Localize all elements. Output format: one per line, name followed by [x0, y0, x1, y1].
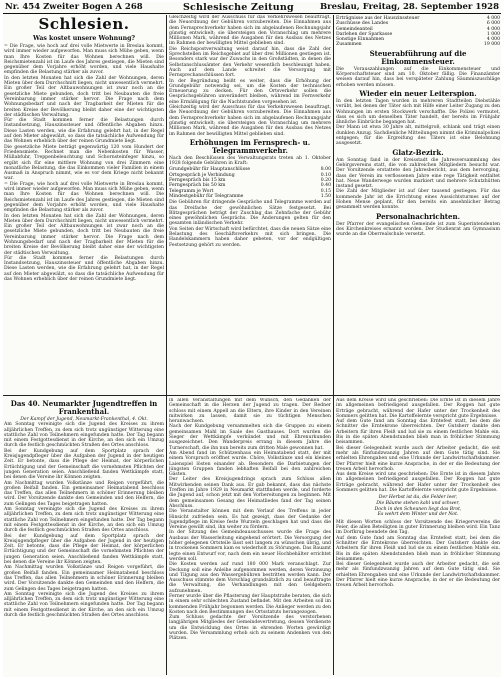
column-2 — [169, 15, 331, 394]
column-2-lower — [169, 398, 331, 677]
poem-line: Der Herbst ist da, die Felder leer, — [378, 495, 458, 501]
article-paragraph: Gleichzeitig wird der Ausschuss für das Verkehrswesen beauftragt, die Neuordnung der Gebühren vorzubereiten. Die Einnahmen aus dem Fernsprechverkehr haben sich im abgelaufenen Rechnungsjahr günstig entwickelt; sie übersteigen den Voranschlag um mehrere Millionen Mark, während die Ausgaben für den Ausbau des Netzes im Rahmen der bewilligten Mittel geblieben sind. — [169, 105, 331, 137]
article-paragraph: Die Kosten werden auf rund 180 000 Mark veranschlagt. Zur Deckung soll eine Anleihe aufgenommen werden, deren Verzinsung und Tilgung aus den Wassergebühren bestritten werden kann. Der Ausschuss stimmte dem Vorschlag grundsätzlich zu und beauftragte die Verwaltung, die Verhandlungen mit den Geldgebern aufzunehmen. — [169, 562, 331, 594]
article-paragraph: Die Gebühren für dringende Gespräche und Telegramme werden auf das Dreifache der gewöhnlichen Sätze festgesetzt. Bei Blitzgesprächen beträgt der Zuschlag das Zehnfache der Gebühr eines gewöhnlichen Gesprächs. Die Änderungen gelten für den gesamten inländischen Verkehr. — [169, 200, 331, 227]
article-paragraph: Am Nachmittag wurden Volkstänze und Reigen vorgeführt, die großen Beifall fanden. Ein gemeinsamer Heimatabend beschloss das Treffen, das allen Teilnehmern in schöner Erinnerung bleiben wird. Der Vorsitzende dankte den Gemeinden und den Helfern, die zum Gelingen des Tages beigetragen hatten. — [4, 565, 164, 592]
budget-row: Sonstige Einnahmen 4 000 — [336, 37, 500, 43]
poem-line: Die Bäume stehen kahl und schwer, — [376, 500, 460, 506]
article-paragraph: Die Veranstalter können mit dem Verlauf des Treffens in jeder Hinsicht zufrieden sein. Es hat gezeigt, dass der Gedanke der Jugendpflege im Kreise feste Wurzeln geschlagen hat und dass die Vereine gewillt sind, ihn weiter zu fördern. — [169, 509, 331, 531]
article-paragraph: In der Begründung heißt es weiter, dass die Erhöhung der Grundgebühr notwendig sei, um die Kosten der technischen Erneuerung zu decken. Für den Ortsverkehr sollen die Gesprächsgebühren unverändert bleiben, während im Fernverkehr eine Ermäßigung für die Nachtstunden vorgesehen ist. — [169, 78, 331, 105]
article-paragraph: Auf dem Gute fand am Sonntag das Erntefest statt, bei dem die Schnitter die Erntekrone überreichten. Der Gutsherr dankte den Arbeitern für ihren Fleiß und lud sie zu einem festlichen Mahle ein. Bis in die späten Abendstunden blieb man in fröhlicher Stimmung beisammen. — [336, 419, 500, 446]
article-paragraph: Nach der Kundgebung versammelten sich die Gruppen zu einem gemeinsamen Mahl im Saale des Gasthauses. Dort wurden die Sieger der Wettkämpfe verkündet und mit Ehrenurkunden ausgezeichnet. Den Wanderpreis errang in diesem Jahre die Turnerschaft, die ihn nun bereits zum dritten Male gewonnen hat. — [169, 424, 331, 451]
poem-line: Doch in den Scheunen liegt das Brot, — [374, 506, 462, 512]
article-paragraph: Am Sonntag vereinigte sich die Jugend des Kreises zu ihrem alljährlichen Treffen, zu dem sich trotz ungünstiger Witterung eine stattliche Zahl von Teilnehmern eingefunden hatte. Der Tag begann mit einem Festgottesdienst in der Kirche, an den sich ein Umzug durch die festlich geschmückten Straßen des Ortes anschloss. — [4, 422, 164, 449]
poem — [336, 495, 500, 517]
article-paragraph: Die Reichspostverwaltung weist darauf hin, dass die Zahl der Sprechstellen im Reichsgebiet auf über drei Millionen gestiegen ist. Besonders stark war der Zuwachs in den Großstädten, in denen die Selbstanschlussämter den Verkehr wesentlich beschleunigt haben. Auch auf dem Lande schreitet die Versorgung mit Fernsprechanschlüssen fort. — [169, 46, 331, 79]
article-paragraph: Am Abend fand im Schützenhaus ein Heimatabend statt, der mit einem Vorspruch eröffnet wurde. Chöre, Volkstänze und ein kleines Laienspiel lösten einander ab. Besonders die Darbietungen der jüngsten Gruppen fanden lebhaften Beifall bei den zahlreichen Gästen. — [169, 450, 331, 478]
article-paragraph: Auf dem Gute fand am Sonntag das Erntefest statt, bei dem die Schnitter die Erntekrone überreichten. Der Gutsherr dankte den Arbeitern für ihren Fleiß und lud sie zu einem festlichen Mahle ein. Bis in die späten Abendstunden blieb man in fröhlicher Stimmung beisammen. — [336, 535, 500, 562]
article-paragraph: In den letzten Tagen wurden in mehreren Stadtteilen Diebstähle verübt, bei denen der Täter sich mit Hilfe einer Leiter Zugang zu den Wohnungen im ersten Stockwerk verschaffte. Die Polizei vermutet, dass es sich um denselben Täter handelt, der bereits im Frühjahr ähnliche Einbrüche begangen hat. — [336, 98, 500, 126]
section-heading: Schlesien. — [38, 15, 130, 33]
budget-row: Gemeindeanteil 4 000 — [336, 26, 500, 32]
article-paragraph: Von Seiten der Wirtschaft wird befürchtet, dass die neuen Sätze eine Belastung des Geschäftsverkehrs mit sich bringen. Die Handelskammern haben daher gebeten, vor der endgültigen Festsetzung gehört zu werden. — [169, 226, 331, 248]
section-rule — [167, 395, 500, 396]
article-paragraph: Mit diesen Worten schloss der Vorsitzende des Kriegervereins die Feier, die allen Beteiligten in guter Erinnerung bleiben wird. Ein Tanz im Dorfkrug beendete den Tag. — [336, 519, 500, 536]
fee-row: Ferngespräch bis 15 km 0.20 — [169, 178, 331, 184]
article-paragraph: = Die Frage, wie hoch auf drei volle Mietwerte in Breslau kommt, wird immer wieder aufgeworfen. Man muss sich Mühe geben, wenn man Ihre Kosten für das Wohnen berechnen will. Die Reichsmietenzahl ist im Laufe des Jahres gestiegen, die Mieten sind gegenüber dem Vorjahre erhöht worden, und viele Haushalte empfinden die Belastung stärker als zuvor. — [4, 44, 164, 76]
article-dateline: Der Kampf der Jugend, Neumarkt-Frankenthal, 4. Okt. — [20, 417, 148, 422]
budget-row: Zuschüsse des Landes 6 000 — [336, 21, 500, 27]
column-3 — [336, 15, 500, 394]
budget-row: Darlehen der Sparkasse 1 000 — [336, 31, 500, 37]
fee-row: Mindestgebühr für Telegramme 1.50 — [169, 193, 331, 199]
budget-row: Zusammen 19 000 — [336, 42, 500, 48]
article-paragraph: in allen Veranstaltungen mit dem Wunsch, den Gedanken der Gemeinschaft in die Herzen der Jugend zu tragen. Der Redner schloss mit einem Appell an die Eltern, ihre Kinder in den Vereinen mitwirken zu lassen, damit sie zu tüchtigen Menschen heranwachsen. — [169, 398, 331, 425]
fee-table — [169, 167, 331, 199]
article-headline: Steuerabführung auf die Einkommensteuer. — [369, 48, 467, 66]
article-headline: Wieder ein neuer Leiterspion. — [359, 88, 477, 98]
column-1-lower — [4, 398, 164, 677]
column-rule — [333, 15, 334, 675]
article-paragraph: Aus dem Kreise wird uns geschrieben: Die Ernte ist in diesem Jahre im allgemeinen befriedigend ausgefallen. Der Roggen hat gute Erträge gebracht, während der Hafer unter der Trockenheit des Sommers gelitten hat. Die Kartoffelernte verspricht gute Ergebnisse. — [336, 472, 500, 494]
article-paragraph: Am Sonntag vereinigte sich die Jugend des Kreises zu ihrem alljährlichen Treffen, zu dem sich trotz ungünstiger Witterung eine stattliche Zahl von Teilnehmern eingefunden hatte. Der Tag begann mit einem Festgottesdienst in der Kirche, an den sich ein Umzug durch die festlich geschmückten Straßen des Ortes anschloss. — [4, 591, 164, 618]
section-rule — [3, 395, 166, 396]
article-paragraph: Der Pfarrer der evangelischen Gemeinde ist zum Superintendenten des Kirchenkreises ernannt worden. Der Studienrat am Gymnasium wurde an die Oberrealschule versetzt. — [336, 221, 500, 238]
fee-row: Grundgebühr für Hauptanschlüsse 8.00 — [169, 167, 331, 173]
article-paragraph: Bei der Kundgebung auf dem Sportplatz sprach der Kreisjugendpfleger über die Aufgaben der Jugend in der heutigen Zeit. Er betonte, dass die Pflege der Heimat, der körperlichen Ertüchtigung und der Gemeinschaft die vornehmsten Pflichten der jungen Generation seien. Anschließend fanden Wettkämpfe statt, bei denen die Vereine ihr Können zeigten. — [4, 533, 164, 566]
article-paragraph: Der Mann ist etwa 30 Jahre alt, mittelgroß, schlank und trägt einen dunklen Anzug. Sachdienliche Mitteilungen nimmt die Kriminalpolizei entgegen; für die Ergreifung des Täters ist eine Belohnung ausgesetzt. — [336, 125, 500, 147]
poem-line: Es wehrt dem Winter und der Not. — [377, 512, 459, 518]
budget-table — [336, 16, 500, 48]
article-paragraph: Bei dieser Gelegenheit wurde auch der Arbeiter gedacht, die seit mehr als fünfundzwanzig Jahren auf dem Gute tätig sind. Sie erhielten Ehrengaben und eine Urkunde der Landwirtschaftskammer. Der Pfarrer hielt eine kurze Ansprache, in der er die Bedeutung der treuen Arbeit hervorhob. — [336, 562, 500, 589]
article-paragraph: In den letzten Monaten hat sich die Zahl der Wohnungen, deren Mieten über dem Durchschnitt liegen, nicht unwesentlich vermehrt. Ein großer Teil der Altbauwohnungen ist zwar noch an die gesetzliche Miete gebunden, doch tritt bei Neubauten die freie Vereinbarung immer stärker hervor. Die Frage nach dem Wohnungsbedarf und nach der Tragbarkeit der Mieten für die breiten Kreise der Bevölkerung bleibt daher eine der wichtigsten der städtischen Verwaltung. — [4, 75, 164, 118]
article-paragraph: Die Zahl der Mitglieder ist auf über tausend gestiegen. Für das kommende Jahr ist die Errichtung eines Aussichtsturmes auf der Hohen Mense geplant, für den bereits ein ansehnlicher Betrag gesammelt werden konnte. — [336, 189, 500, 211]
article-paragraph: Bei der Kundgebung auf dem Sportplatz sprach der Kreisjugendpfleger über die Aufgaben der Jugend in der heutigen Zeit. Er betonte, dass die Pflege der Heimat, der körperlichen Ertüchtigung und der Gemeinschaft die vornehmsten Pflichten der jungen Generation seien. Anschließend fanden Wettkämpfe statt, bei denen die Vereine ihr Können zeigten. — [4, 448, 164, 481]
article-subhead: Nach den Beschlüssen des Verwaltungsrats treten ab 1. Oktober 1928 folgende Gebühren in Kraft: — [169, 155, 331, 167]
article-paragraph: Aus dem Kreise wird uns geschrieben: Die Ernte ist in diesem Jahre im allgemeinen befriedigend ausgefallen. Der Roggen hat gute Erträge gebracht, während der Hafer unter der Trockenheit des Sommers gelitten hat. Die Kartoffelernte verspricht gute Ergebnisse. — [336, 398, 500, 419]
budget-row: Erträgnisse aus der Hauszinssteuer 4 000 — [336, 16, 500, 21]
article-paragraph: Am Nachmittag wurden Volkstänze und Reigen vorgeführt, die großen Beifall fanden. Ein gemeinsamer Heimatabend beschloss das Treffen, das allen Teilnehmern in schöner Erinnerung bleiben wird. Der Vorsitzende dankte den Gemeinden und den Helfern, die zum Gelingen des Tages beigetragen hatten. — [4, 480, 164, 507]
column-rule — [166, 15, 167, 675]
newspaper-page — [3, 2, 501, 677]
article-paragraph: Der Leiter des Kreisjugendrings sprach zum Schluss allen Mitwirkenden seinen Dank aus. Er gab bekannt, dass das nächste Treffen im Jahre 1929 in Neumarkt stattfinden werde, und forderte die Jugend auf, schon jetzt mit den Vorbereitungen zu beginnen. Mit dem gemeinsamen Gesang des Heimatliedes fand der Tag seinen Abschluss. — [169, 477, 331, 509]
masthead — [3, 2, 501, 14]
article-paragraph: Zum Schluss gedachte der Vorsitzende des verstorbenen langjährigen Mitgliedes der Gemeindevertretung, dessen Verdienste um die Entwicklung des Ortes in ehrenden Worten gewürdigt wurden. Die Versammlung erhob sich zu seinem Andenken von den Plätzen. — [169, 615, 331, 642]
article-paragraph: Für die Stadt kommen ferner die Belastungen durch Instandsetzung, Hauszinssteuer und öffentliche Abgaben hinzu. Diese Lasten werden, wie die Erfahrung gelehrt hat, in der Regel auf den Mieter abgewälzt, so dass die tatsächliche Aufwendung für das Wohnen erheblich über der reinen Grundmiete liegt. — [4, 255, 164, 283]
fee-row: Ortsgespräch je Verbindung 0.10 — [169, 172, 331, 178]
article-headline: Was kostet unsere Wohnung? — [32, 35, 136, 42]
article-paragraph: In den letzten Monaten hat sich die Zahl der Wohnungen, deren Mieten über dem Durchschnitt liegen, nicht unwesentlich vermehrt. Ein großer Teil der Altbauwohnungen ist zwar noch an die gesetzliche Miete gebunden, doch tritt bei Neubauten die freie Vereinbarung immer stärker hervor. Die Frage nach dem Wohnungsbedarf und nach der Tragbarkeit der Mieten für die breiten Kreise der Bevölkerung bleibt daher eine der wichtigsten der städtischen Verwaltung. — [4, 213, 164, 256]
newspaper-title: Schlesische Zeitung — [183, 2, 294, 13]
article-headline: Personalnachrichten. — [376, 211, 460, 221]
article-headline: Glatz-Bezirk. — [392, 147, 444, 157]
article-paragraph: Am Sonntag fand in der Kreisstadt die Jahresversammlung des Gebirgsvereins statt, die von zahlreichen Mitgliedern besucht war. Der Vorsitzende erstattete den Jahresbericht, aus dem hervorging, dass der Verein im verflossenen Jahre eine rege Tätigkeit entfaltet hat. Neue Wanderwege wurden markiert und mehrere Schutzhütten instand gesetzt. — [336, 157, 500, 190]
article-paragraph: Gleichzeitig wird der Ausschuss für das Verkehrswesen beauftragt, die Neuordnung der Gebühren vorzubereiten. Die Einnahmen aus dem Fernsprechverkehr haben sich im abgelaufenen Rechnungsjahr günstig entwickelt; sie übersteigen den Voranschlag um mehrere Millionen Mark, während die Ausgaben für den Ausbau des Netzes im Rahmen der bewilligten Mittel geblieben sind. — [169, 15, 331, 47]
article-paragraph: Die Vorauszahlungen auf die Einkommensteuer und Körperschaftsteuer sind am 10. Oktober fällig. Die Finanzämter weisen darauf hin, dass bei verspäteter Zahlung Säumniszuschläge erhoben werden müssen. — [336, 66, 500, 88]
issue-number: Nr. 454 Zweiter Bogen A 268 — [5, 2, 143, 12]
article-paragraph: Am Sonntag vereinigte sich die Jugend des Kreises zu ihrem alljährlichen Treffen, zu dem sich trotz ungünstiger Witterung eine stattliche Zahl von Teilnehmern eingefunden hatte. Der Tag begann mit einem Festgottesdienst in der Kirche, an den sich ein Umzug durch die festlich geschmückten Straßen des Ortes anschloss. — [4, 507, 164, 534]
article-paragraph: Ferner wurde über die Pflasterung der Hauptstraße beraten, die sich in einem sehr schlechten Zustand befindet. Mit den Arbeiten soll im kommenden Frühjahr begonnen werden. Die Anlieger werden zu den Kosten nach den Bestimmungen des Ortsstatuts herangezogen. — [169, 593, 331, 615]
column-3-lower — [336, 398, 500, 677]
column-1 — [4, 15, 164, 394]
article-paragraph: Bei dieser Gelegenheit wurde auch der Arbeiter gedacht, die seit mehr als fünfundzwanzig Jahren auf dem Gute tätig sind. Sie erhielten Ehrengaben und eine Urkunde der Landwirtschaftskammer. Der Pfarrer hielt eine kurze Ansprache, in der er die Bedeutung der treuen Arbeit hervorhob. — [336, 445, 500, 472]
article-paragraph: In der Sitzung des Gemeindeausschusses wurde die Frage des Ausbaus der Wasserleitung eingehend erörtert. Die Versorgung der höher gelegenen Ortsteile lässt seit langem zu wünschen übrig, und in trockenen Sommern kam es wiederholt zu Störungen. Das Bauamt legte einen Entwurf vor, nach dem ein neuer Hochbehälter errichtet werden soll. — [169, 530, 331, 562]
issue-date: Breslau, Freitag, 28. September 1928 — [320, 2, 499, 12]
article-paragraph: Die gesetzliche Miete beträgt gegenwärtig 120 vom Hundert der Friedensmiete. Rechnet man die Nebenkosten für Wasser, Müllabfuhr, Treppenbeleuchtung und Schornsteinfeger hinzu, so ergibt sich für eine mittlere Wohnung von drei Zimmern eine monatliche Belastung, die das Einkommen vieler Familien in einem Ausmaß in Anspruch nimmt, wie es vor dem Kriege nicht bekannt war. — [4, 144, 164, 182]
article-headline: Erhöhungen im Fernsprech- u. Telegrammverkehr. — [189, 137, 311, 155]
article-paragraph: = Die Frage, wie hoch auf drei volle Mietwerte in Breslau kommt, wird immer wieder aufgeworfen. Man muss sich Mühe geben, wenn man Ihre Kosten für das Wohnen berechnen will. Die Reichsmietenzahl ist im Laufe des Jahres gestiegen, die Mieten sind gegenüber dem Vorjahre erhöht worden, und viele Haushalte empfinden die Belastung stärker als zuvor. — [4, 181, 164, 214]
fee-row: Telegramm je Wort 0.15 — [169, 188, 331, 194]
fee-row: Ferngespräch bis 50 km 0.40 — [169, 183, 331, 189]
article-paragraph: Für die Stadt kommen ferner die Belastungen durch Instandsetzung, Hauszinssteuer und öffentliche Abgaben hinzu. Diese Lasten werden, wie die Erfahrung gelehrt hat, in der Regel auf den Mieter abgewälzt, so dass die tatsächliche Aufwendung für das Wohnen erheblich über der reinen Grundmiete liegt. — [4, 118, 164, 145]
article-headline: Das 40. Neumarkter Jugendtreffen in Frankenthal. — [10, 399, 158, 416]
